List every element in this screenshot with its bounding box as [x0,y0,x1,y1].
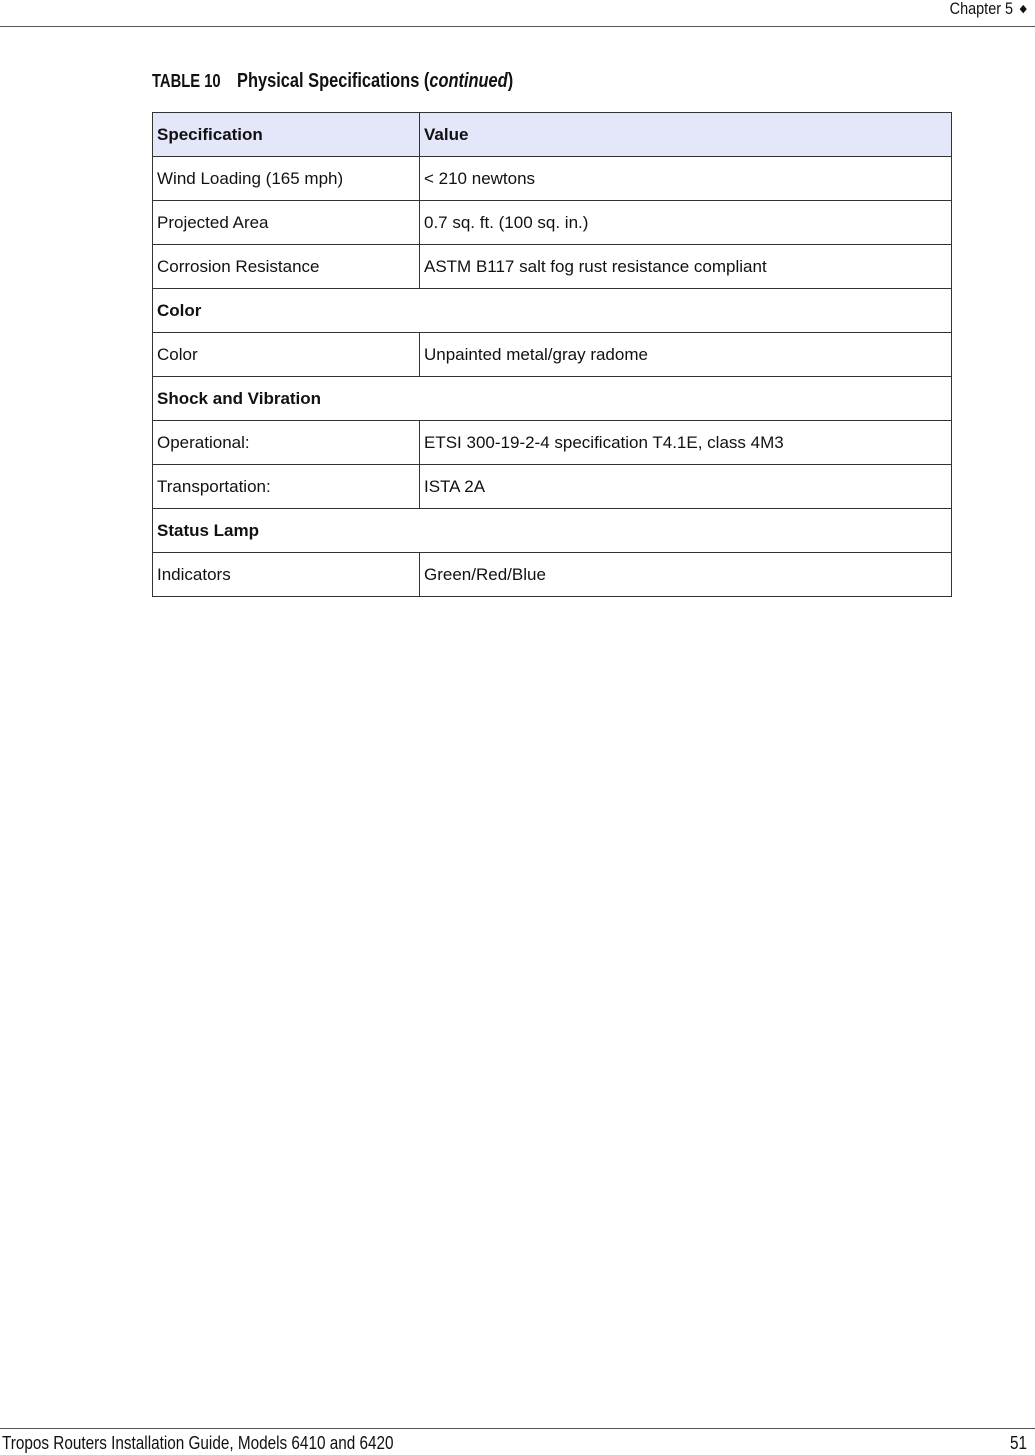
chapter-text: Chapter 5 [949,0,1014,18]
table-title-continued: continued [429,70,508,92]
spec-cell: Corrosion Resistance [153,245,420,289]
section-row [153,509,952,553]
spec-cell: Operational: [153,421,420,465]
spec-cell: Projected Area [153,201,420,245]
spec-cell: Transportation: [153,465,420,509]
table-title: Physical Specifications ( [237,70,430,92]
page-header [0,0,1035,27]
table-row [153,333,952,377]
section-heading-status-lamp: Status Lamp [153,509,952,553]
column-header-specification: Specification [153,113,420,157]
value-cell: ETSI 300-19-2-4 specification T4.1E, class 4M3 [420,421,952,465]
table-row [153,201,952,245]
diamond-icon: ◆ [1019,3,1027,15]
document-title: Tropos Routers Installation Guide, Models 6410 and 6420 [2,1433,394,1453]
column-header-value: Value [420,113,952,157]
value-cell: Unpainted metal/gray radome [420,333,952,377]
value-cell: ISTA 2A [420,465,952,509]
section-row [153,289,952,333]
spec-cell: Color [153,333,420,377]
value-cell: ASTM B117 salt fog rust resistance compliant [420,245,952,289]
table-header-row [153,113,952,157]
spec-cell: Wind Loading (165 mph) [153,157,420,201]
page-number: 51 [1009,1433,1027,1453]
chapter-label [950,0,1027,19]
table-row [153,421,952,465]
value-cell: Green/Red/Blue [420,553,952,597]
table-row [153,465,952,509]
value-cell: 0.7 sq. ft. (100 sq. in.) [420,201,952,245]
table-number: TABLE 10 [152,71,221,91]
table-caption [152,70,513,93]
section-row [153,377,952,421]
section-heading-shock-vibration: Shock and Vibration [153,377,952,421]
spec-cell: Indicators [153,553,420,597]
value-cell: < 210 newtons [420,157,952,201]
table-row [153,157,952,201]
table-title-end: ) [507,70,514,92]
table-row [153,245,952,289]
page-footer [0,1428,1035,1455]
section-heading-color: Color [153,289,952,333]
physical-specifications-table [152,112,952,597]
table-row [153,553,952,597]
